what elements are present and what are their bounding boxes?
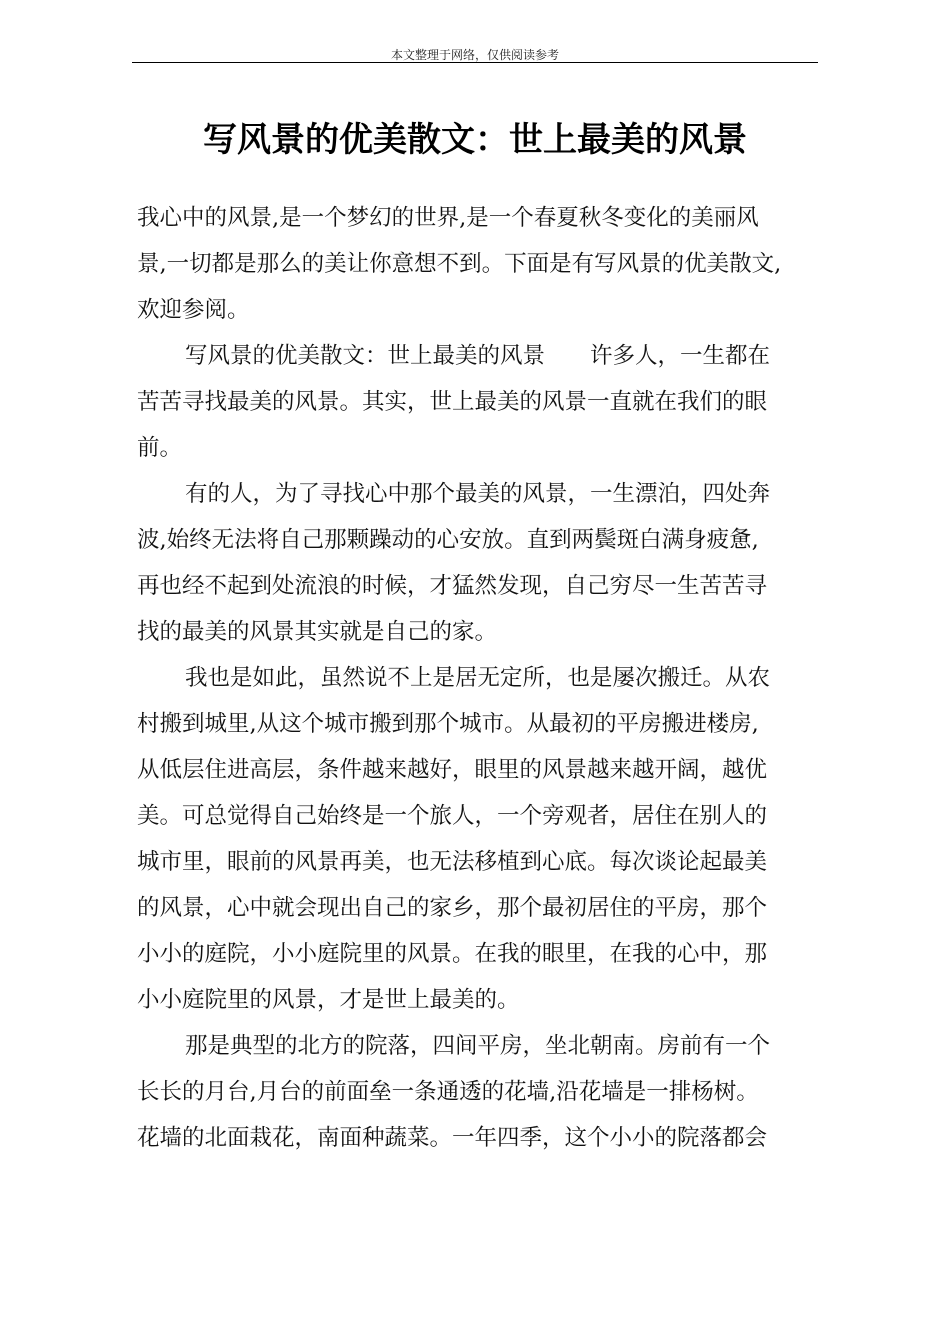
body-line: 再也经不起到处流浪的时候，才猛然发现，自己穷尽一生苦苦寻 (137, 573, 768, 599)
body-line: 苦苦寻找最美的风景。其实，世上最美的风景一直就在我们的眼 (137, 389, 768, 415)
body-line-paragraph-start: 写风景的优美散文：世上最美的风景 许多人，一生都在 (185, 343, 771, 369)
body-line: 景,一切都是那么的美让你意想不到。下面是有写风景的优美散文, (137, 251, 782, 277)
body-line: 的风景，心中就会现出自己的家乡，那个最初居住的平房，那个 (137, 895, 768, 921)
body-line: 找的最美的风景其实就是自己的家。 (137, 619, 498, 645)
body-line: 波,始终无法将自己那颗躁动的心安放。直到两鬓斑白满身疲惫, (137, 527, 759, 553)
body-line: 我心中的风景,是一个梦幻的世界,是一个春夏秋冬变化的美丽风 (137, 205, 759, 231)
body-line: 美。可总觉得自己始终是一个旅人，一个旁观者，居住在别人的 (137, 803, 768, 829)
document-body (137, 195, 813, 1161)
body-line: 前。 (137, 435, 183, 461)
body-line: 小小的庭院，小小庭院里的风景。在我的眼里，在我的心中，那 (137, 941, 768, 967)
body-line: 欢迎参阅。 (137, 297, 250, 323)
body-line-paragraph-start: 有的人，为了寻找心中那个最美的风景，一生漂泊，四处奔 (185, 481, 771, 507)
body-line: 花墙的北面栽花，南面种蔬菜。一年四季，这个小小的院落都会 (137, 1125, 768, 1151)
body-line-paragraph-start: 我也是如此，虽然说不上是居无定所，也是屡次搬迁。从农 (185, 665, 771, 691)
body-line: 从低层住进高层，条件越来越好，眼里的风景越来越开阔，越优 (137, 757, 768, 783)
body-line-paragraph-start: 那是典型的北方的院落，四间平房，坐北朝南。房前有一个 (185, 1033, 771, 1059)
document-title: 写风景的优美散文：世上最美的风景 (203, 120, 747, 160)
page-header-note: 本文整理于网络，仅供阅读参考 (390, 48, 559, 62)
body-line: 村搬到城里,从这个城市搬到那个城市。从最初的平房搬进楼房, (137, 711, 759, 737)
header-divider (132, 62, 818, 63)
body-line: 长长的月台,月台的前面垒一条通透的花墙,沿花墙是一排杨树。 (137, 1079, 759, 1105)
body-line: 城市里，眼前的风景再美，也无法移植到心底。每次谈论起最美 (137, 849, 768, 875)
body-line: 小小庭院里的风景，才是世上最美的。 (137, 987, 520, 1013)
